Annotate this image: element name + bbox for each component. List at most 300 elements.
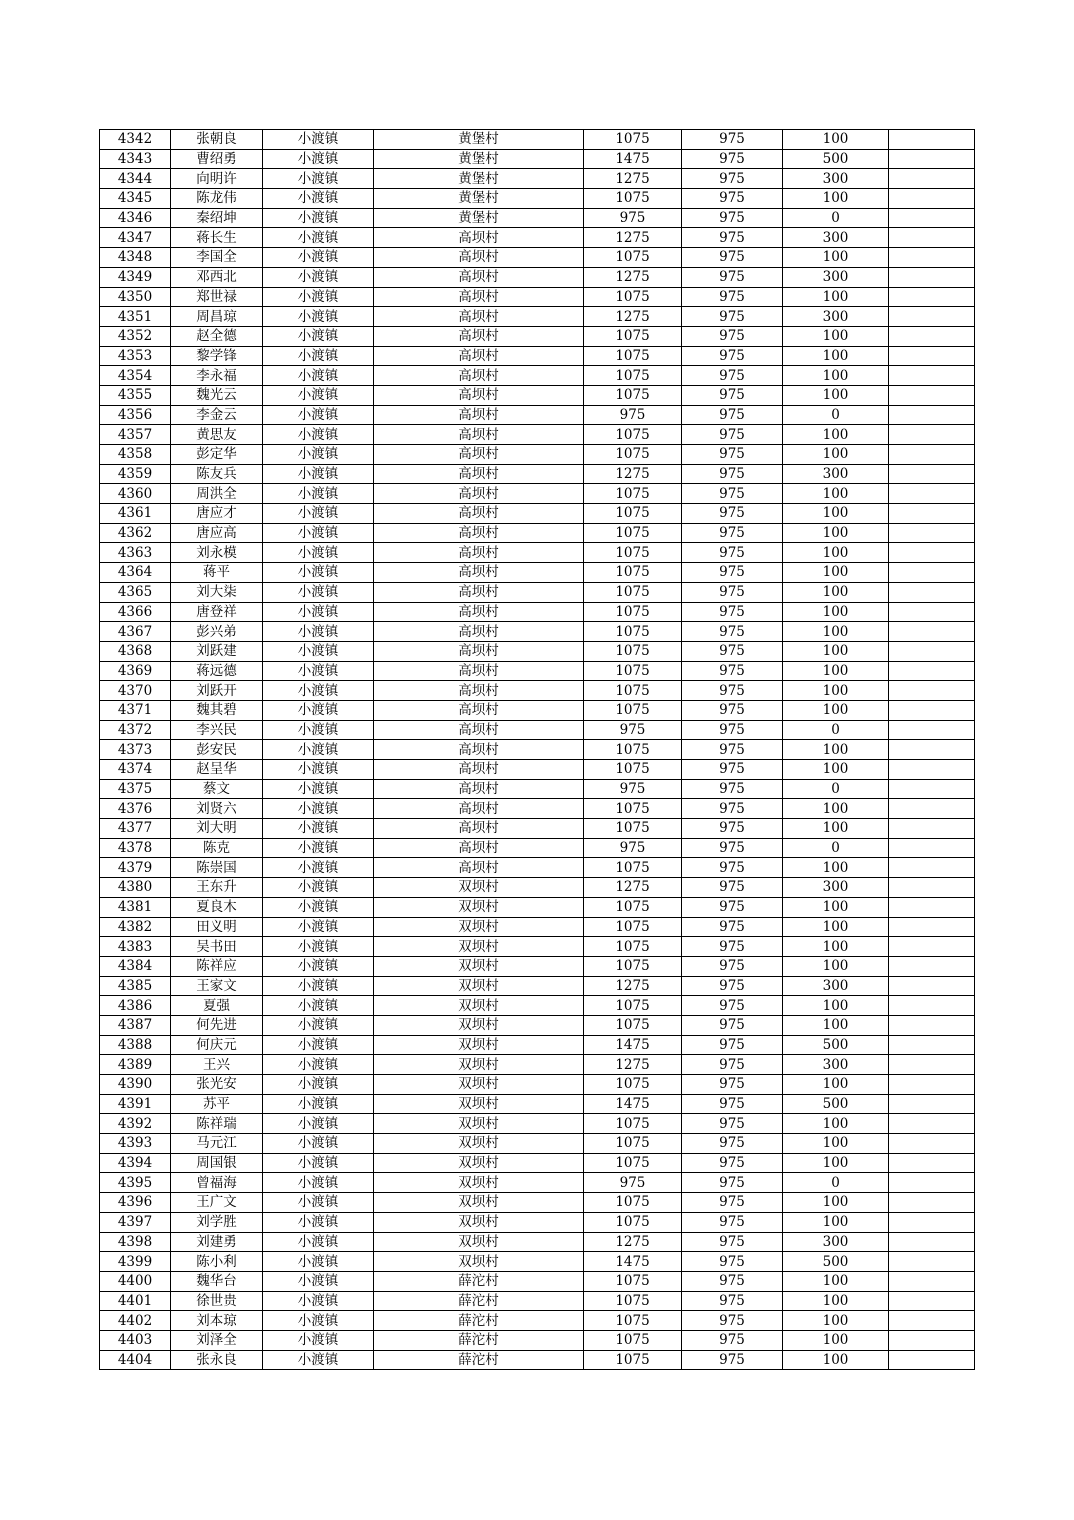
remark-cell <box>889 858 975 878</box>
village-cell: 薛沱村 <box>374 1311 584 1331</box>
amount-extra-cell: 100 <box>783 917 889 937</box>
amount-base-cell: 975 <box>682 858 783 878</box>
serial-number-cell: 4386 <box>100 996 171 1016</box>
amount-total-cell: 1075 <box>584 248 682 268</box>
name-cell: 刘泽全 <box>171 1330 263 1350</box>
town-cell: 小渡镇 <box>263 267 374 287</box>
amount-total-cell: 1475 <box>584 1035 682 1055</box>
amount-extra-cell: 100 <box>783 130 889 150</box>
table-row <box>100 169 975 189</box>
amount-extra-cell: 100 <box>783 1134 889 1154</box>
serial-number-cell: 4365 <box>100 582 171 602</box>
serial-number-cell: 4403 <box>100 1330 171 1350</box>
amount-extra-cell: 100 <box>783 346 889 366</box>
table-row <box>100 799 975 819</box>
remark-cell <box>889 504 975 524</box>
village-cell: 双坝村 <box>374 1153 584 1173</box>
amount-extra-cell: 100 <box>783 956 889 976</box>
serial-number-cell: 4383 <box>100 937 171 957</box>
table-row <box>100 1252 975 1272</box>
town-cell: 小渡镇 <box>263 799 374 819</box>
village-cell: 高坝村 <box>374 307 584 327</box>
village-cell: 高坝村 <box>374 622 584 642</box>
amount-extra-cell: 100 <box>783 897 889 917</box>
amount-base-cell: 975 <box>682 582 783 602</box>
town-cell: 小渡镇 <box>263 1350 374 1370</box>
amount-total-cell: 1275 <box>584 1055 682 1075</box>
amount-extra-cell: 0 <box>783 779 889 799</box>
town-cell: 小渡镇 <box>263 307 374 327</box>
village-cell: 高坝村 <box>374 582 584 602</box>
town-cell: 小渡镇 <box>263 1134 374 1154</box>
serial-number-cell: 4398 <box>100 1232 171 1252</box>
remark-cell <box>889 287 975 307</box>
name-cell: 陈克 <box>171 838 263 858</box>
table-row <box>100 149 975 169</box>
amount-extra-cell: 100 <box>783 681 889 701</box>
amount-base-cell: 975 <box>682 1153 783 1173</box>
amount-base-cell: 975 <box>682 1212 783 1232</box>
town-cell: 小渡镇 <box>263 1311 374 1331</box>
name-cell: 魏其碧 <box>171 700 263 720</box>
town-cell: 小渡镇 <box>263 641 374 661</box>
table-row <box>100 307 975 327</box>
serial-number-cell: 4367 <box>100 622 171 642</box>
amount-extra-cell: 100 <box>783 1330 889 1350</box>
serial-number-cell: 4374 <box>100 760 171 780</box>
town-cell: 小渡镇 <box>263 1252 374 1272</box>
village-cell: 黄堡村 <box>374 208 584 228</box>
village-cell: 高坝村 <box>374 464 584 484</box>
village-cell: 薛沱村 <box>374 1350 584 1370</box>
village-cell: 双坝村 <box>374 1075 584 1095</box>
amount-extra-cell: 300 <box>783 1055 889 1075</box>
amount-extra-cell: 100 <box>783 740 889 760</box>
amount-total-cell: 1275 <box>584 878 682 898</box>
table-row <box>100 267 975 287</box>
name-cell: 李永福 <box>171 366 263 386</box>
name-cell: 彭安民 <box>171 740 263 760</box>
name-cell: 赵呈华 <box>171 760 263 780</box>
name-cell: 田义明 <box>171 917 263 937</box>
table-row <box>100 543 975 563</box>
amount-extra-cell: 100 <box>783 1271 889 1291</box>
amount-base-cell: 975 <box>682 956 783 976</box>
amount-total-cell: 1075 <box>584 1134 682 1154</box>
amount-extra-cell: 100 <box>783 641 889 661</box>
amount-extra-cell: 300 <box>783 169 889 189</box>
amount-total-cell: 1275 <box>584 169 682 189</box>
remark-cell <box>889 563 975 583</box>
serial-number-cell: 4355 <box>100 385 171 405</box>
amount-total-cell: 1075 <box>584 681 682 701</box>
name-cell: 陈崇国 <box>171 858 263 878</box>
village-cell: 高坝村 <box>374 720 584 740</box>
amount-base-cell: 975 <box>682 1291 783 1311</box>
village-cell: 薛沱村 <box>374 1271 584 1291</box>
town-cell: 小渡镇 <box>263 385 374 405</box>
amount-total-cell: 1075 <box>584 1291 682 1311</box>
table-row <box>100 1173 975 1193</box>
amount-total-cell: 1075 <box>584 504 682 524</box>
amount-base-cell: 975 <box>682 917 783 937</box>
amount-base-cell: 975 <box>682 543 783 563</box>
amount-extra-cell: 100 <box>783 602 889 622</box>
village-cell: 高坝村 <box>374 405 584 425</box>
amount-base-cell: 975 <box>682 523 783 543</box>
amount-total-cell: 1075 <box>584 425 682 445</box>
table-row <box>100 1114 975 1134</box>
table-row <box>100 917 975 937</box>
village-cell: 黄堡村 <box>374 189 584 209</box>
remark-cell <box>889 740 975 760</box>
town-cell: 小渡镇 <box>263 1271 374 1291</box>
table-row <box>100 976 975 996</box>
amount-extra-cell: 100 <box>783 760 889 780</box>
village-cell: 高坝村 <box>374 779 584 799</box>
remark-cell <box>889 1114 975 1134</box>
serial-number-cell: 4372 <box>100 720 171 740</box>
town-cell: 小渡镇 <box>263 1114 374 1134</box>
amount-extra-cell: 100 <box>783 326 889 346</box>
name-cell: 苏平 <box>171 1094 263 1114</box>
amount-extra-cell: 0 <box>783 720 889 740</box>
amount-extra-cell: 300 <box>783 1232 889 1252</box>
village-cell: 高坝村 <box>374 819 584 839</box>
amount-total-cell: 1075 <box>584 1075 682 1095</box>
remark-cell <box>889 326 975 346</box>
remark-cell <box>889 1015 975 1035</box>
table-row <box>100 1330 975 1350</box>
name-cell: 邓西北 <box>171 267 263 287</box>
amount-total-cell: 975 <box>584 779 682 799</box>
table-row <box>100 996 975 1016</box>
amount-base-cell: 975 <box>682 326 783 346</box>
data-table <box>99 129 975 1370</box>
amount-extra-cell: 100 <box>783 1291 889 1311</box>
amount-base-cell: 975 <box>682 996 783 1016</box>
village-cell: 双坝村 <box>374 996 584 1016</box>
amount-base-cell: 975 <box>682 248 783 268</box>
remark-cell <box>889 602 975 622</box>
town-cell: 小渡镇 <box>263 878 374 898</box>
amount-extra-cell: 500 <box>783 149 889 169</box>
remark-cell <box>889 1055 975 1075</box>
table-row <box>100 366 975 386</box>
table-row <box>100 464 975 484</box>
amount-base-cell: 975 <box>682 1134 783 1154</box>
village-cell: 双坝村 <box>374 1035 584 1055</box>
remark-cell <box>889 681 975 701</box>
name-cell: 李国全 <box>171 248 263 268</box>
remark-cell <box>889 1291 975 1311</box>
table-row <box>100 189 975 209</box>
amount-total-cell: 1075 <box>584 1212 682 1232</box>
amount-base-cell: 975 <box>682 307 783 327</box>
amount-extra-cell: 100 <box>783 937 889 957</box>
amount-total-cell: 1275 <box>584 267 682 287</box>
village-cell: 双坝村 <box>374 1232 584 1252</box>
amount-extra-cell: 100 <box>783 1015 889 1035</box>
name-cell: 张朝良 <box>171 130 263 150</box>
town-cell: 小渡镇 <box>263 760 374 780</box>
name-cell: 向明许 <box>171 169 263 189</box>
name-cell: 陈祥瑞 <box>171 1114 263 1134</box>
village-cell: 高坝村 <box>374 425 584 445</box>
name-cell: 夏良木 <box>171 897 263 917</box>
table-row <box>100 661 975 681</box>
remark-cell <box>889 208 975 228</box>
name-cell: 彭兴弟 <box>171 622 263 642</box>
name-cell: 陈小利 <box>171 1252 263 1272</box>
serial-number-cell: 4381 <box>100 897 171 917</box>
village-cell: 高坝村 <box>374 838 584 858</box>
amount-total-cell: 1475 <box>584 1252 682 1272</box>
amount-base-cell: 975 <box>682 1114 783 1134</box>
town-cell: 小渡镇 <box>263 405 374 425</box>
remark-cell <box>889 819 975 839</box>
name-cell: 蒋长生 <box>171 228 263 248</box>
serial-number-cell: 4382 <box>100 917 171 937</box>
serial-number-cell: 4342 <box>100 130 171 150</box>
amount-total-cell: 1075 <box>584 346 682 366</box>
town-cell: 小渡镇 <box>263 169 374 189</box>
town-cell: 小渡镇 <box>263 996 374 1016</box>
name-cell: 陈祥应 <box>171 956 263 976</box>
town-cell: 小渡镇 <box>263 700 374 720</box>
village-cell: 黄堡村 <box>374 149 584 169</box>
serial-number-cell: 4373 <box>100 740 171 760</box>
amount-total-cell: 1075 <box>584 760 682 780</box>
table-row <box>100 897 975 917</box>
village-cell: 双坝村 <box>374 1252 584 1272</box>
serial-number-cell: 4368 <box>100 641 171 661</box>
table-row <box>100 228 975 248</box>
amount-extra-cell: 100 <box>783 1193 889 1213</box>
amount-total-cell: 975 <box>584 208 682 228</box>
amount-total-cell: 1075 <box>584 661 682 681</box>
amount-base-cell: 975 <box>682 838 783 858</box>
remark-cell <box>889 641 975 661</box>
name-cell: 陈龙伟 <box>171 189 263 209</box>
table-row <box>100 1153 975 1173</box>
table-row <box>100 1055 975 1075</box>
remark-cell <box>889 425 975 445</box>
amount-extra-cell: 100 <box>783 700 889 720</box>
town-cell: 小渡镇 <box>263 149 374 169</box>
table-row <box>100 1232 975 1252</box>
table-row <box>100 1193 975 1213</box>
serial-number-cell: 4397 <box>100 1212 171 1232</box>
table-row <box>100 720 975 740</box>
table-row <box>100 700 975 720</box>
amount-base-cell: 975 <box>682 1252 783 1272</box>
name-cell: 陈友兵 <box>171 464 263 484</box>
serial-number-cell: 4378 <box>100 838 171 858</box>
village-cell: 高坝村 <box>374 267 584 287</box>
amount-total-cell: 1075 <box>584 799 682 819</box>
village-cell: 双坝村 <box>374 1134 584 1154</box>
amount-extra-cell: 100 <box>783 1075 889 1095</box>
town-cell: 小渡镇 <box>263 681 374 701</box>
serial-number-cell: 4350 <box>100 287 171 307</box>
amount-base-cell: 975 <box>682 464 783 484</box>
village-cell: 高坝村 <box>374 326 584 346</box>
amount-total-cell: 1075 <box>584 897 682 917</box>
village-cell: 高坝村 <box>374 799 584 819</box>
village-cell: 双坝村 <box>374 1114 584 1134</box>
amount-base-cell: 975 <box>682 445 783 465</box>
serial-number-cell: 4345 <box>100 189 171 209</box>
village-cell: 薛沱村 <box>374 1291 584 1311</box>
name-cell: 夏强 <box>171 996 263 1016</box>
name-cell: 张永良 <box>171 1350 263 1370</box>
remark-cell <box>889 760 975 780</box>
serial-number-cell: 4351 <box>100 307 171 327</box>
remark-cell <box>889 1153 975 1173</box>
serial-number-cell: 4349 <box>100 267 171 287</box>
town-cell: 小渡镇 <box>263 425 374 445</box>
serial-number-cell: 4361 <box>100 504 171 524</box>
table-row <box>100 779 975 799</box>
amount-base-cell: 975 <box>682 878 783 898</box>
name-cell: 魏光云 <box>171 385 263 405</box>
remark-cell <box>889 169 975 189</box>
amount-extra-cell: 100 <box>783 248 889 268</box>
name-cell: 刘永模 <box>171 543 263 563</box>
amount-total-cell: 1075 <box>584 622 682 642</box>
town-cell: 小渡镇 <box>263 602 374 622</box>
name-cell: 蔡文 <box>171 779 263 799</box>
table-row <box>100 1311 975 1331</box>
serial-number-cell: 4396 <box>100 1193 171 1213</box>
village-cell: 黄堡村 <box>374 169 584 189</box>
village-cell: 双坝村 <box>374 878 584 898</box>
amount-extra-cell: 100 <box>783 366 889 386</box>
amount-total-cell: 1075 <box>584 582 682 602</box>
amount-base-cell: 975 <box>682 130 783 150</box>
town-cell: 小渡镇 <box>263 1035 374 1055</box>
village-cell: 高坝村 <box>374 248 584 268</box>
table-row <box>100 425 975 445</box>
name-cell: 刘大柒 <box>171 582 263 602</box>
town-cell: 小渡镇 <box>263 1173 374 1193</box>
name-cell: 秦绍坤 <box>171 208 263 228</box>
village-cell: 高坝村 <box>374 228 584 248</box>
remark-cell <box>889 346 975 366</box>
amount-total-cell: 975 <box>584 720 682 740</box>
table-row <box>100 740 975 760</box>
remark-cell <box>889 1173 975 1193</box>
village-cell: 双坝村 <box>374 1173 584 1193</box>
amount-total-cell: 1075 <box>584 996 682 1016</box>
town-cell: 小渡镇 <box>263 445 374 465</box>
amount-total-cell: 1275 <box>584 1232 682 1252</box>
amount-total-cell: 1075 <box>584 1114 682 1134</box>
table-row <box>100 346 975 366</box>
amount-base-cell: 975 <box>682 1094 783 1114</box>
town-cell: 小渡镇 <box>263 937 374 957</box>
village-cell: 高坝村 <box>374 602 584 622</box>
table-row <box>100 1134 975 1154</box>
town-cell: 小渡镇 <box>263 1232 374 1252</box>
name-cell: 刘跃建 <box>171 641 263 661</box>
table-row <box>100 445 975 465</box>
name-cell: 刘建勇 <box>171 1232 263 1252</box>
amount-total-cell: 1075 <box>584 1193 682 1213</box>
town-cell: 小渡镇 <box>263 661 374 681</box>
remark-cell <box>889 1094 975 1114</box>
town-cell: 小渡镇 <box>263 838 374 858</box>
name-cell: 何庆元 <box>171 1035 263 1055</box>
amount-extra-cell: 0 <box>783 838 889 858</box>
table-row <box>100 484 975 504</box>
name-cell: 王兴 <box>171 1055 263 1075</box>
town-cell: 小渡镇 <box>263 1193 374 1213</box>
amount-extra-cell: 300 <box>783 464 889 484</box>
name-cell: 曹绍勇 <box>171 149 263 169</box>
amount-total-cell: 1075 <box>584 1153 682 1173</box>
amount-extra-cell: 300 <box>783 228 889 248</box>
table-row <box>100 287 975 307</box>
amount-base-cell: 975 <box>682 1173 783 1193</box>
amount-base-cell: 975 <box>682 425 783 445</box>
amount-base-cell: 975 <box>682 484 783 504</box>
amount-extra-cell: 500 <box>783 1252 889 1272</box>
amount-total-cell: 1075 <box>584 287 682 307</box>
amount-total-cell: 1075 <box>584 189 682 209</box>
serial-number-cell: 4346 <box>100 208 171 228</box>
serial-number-cell: 4387 <box>100 1015 171 1035</box>
name-cell: 李金云 <box>171 405 263 425</box>
town-cell: 小渡镇 <box>263 582 374 602</box>
table-row <box>100 858 975 878</box>
amount-extra-cell: 100 <box>783 425 889 445</box>
remark-cell <box>889 1193 975 1213</box>
serial-number-cell: 4353 <box>100 346 171 366</box>
amount-base-cell: 975 <box>682 1330 783 1350</box>
village-cell: 双坝村 <box>374 1055 584 1075</box>
amount-total-cell: 1275 <box>584 228 682 248</box>
remark-cell <box>889 149 975 169</box>
amount-extra-cell: 300 <box>783 307 889 327</box>
amount-base-cell: 975 <box>682 819 783 839</box>
amount-extra-cell: 300 <box>783 878 889 898</box>
table-row <box>100 1075 975 1095</box>
amount-extra-cell: 100 <box>783 543 889 563</box>
amount-extra-cell: 100 <box>783 799 889 819</box>
amount-total-cell: 1075 <box>584 1015 682 1035</box>
amount-extra-cell: 100 <box>783 661 889 681</box>
name-cell: 魏华台 <box>171 1271 263 1291</box>
amount-base-cell: 975 <box>682 366 783 386</box>
town-cell: 小渡镇 <box>263 346 374 366</box>
name-cell: 郑世禄 <box>171 287 263 307</box>
table-row <box>100 819 975 839</box>
serial-number-cell: 4391 <box>100 1094 171 1114</box>
village-cell: 高坝村 <box>374 858 584 878</box>
table-row <box>100 622 975 642</box>
amount-base-cell: 975 <box>682 720 783 740</box>
amount-extra-cell: 300 <box>783 267 889 287</box>
village-cell: 高坝村 <box>374 740 584 760</box>
remark-cell <box>889 917 975 937</box>
amount-base-cell: 975 <box>682 661 783 681</box>
serial-number-cell: 4401 <box>100 1291 171 1311</box>
serial-number-cell: 4358 <box>100 445 171 465</box>
village-cell: 高坝村 <box>374 366 584 386</box>
amount-total-cell: 1275 <box>584 307 682 327</box>
